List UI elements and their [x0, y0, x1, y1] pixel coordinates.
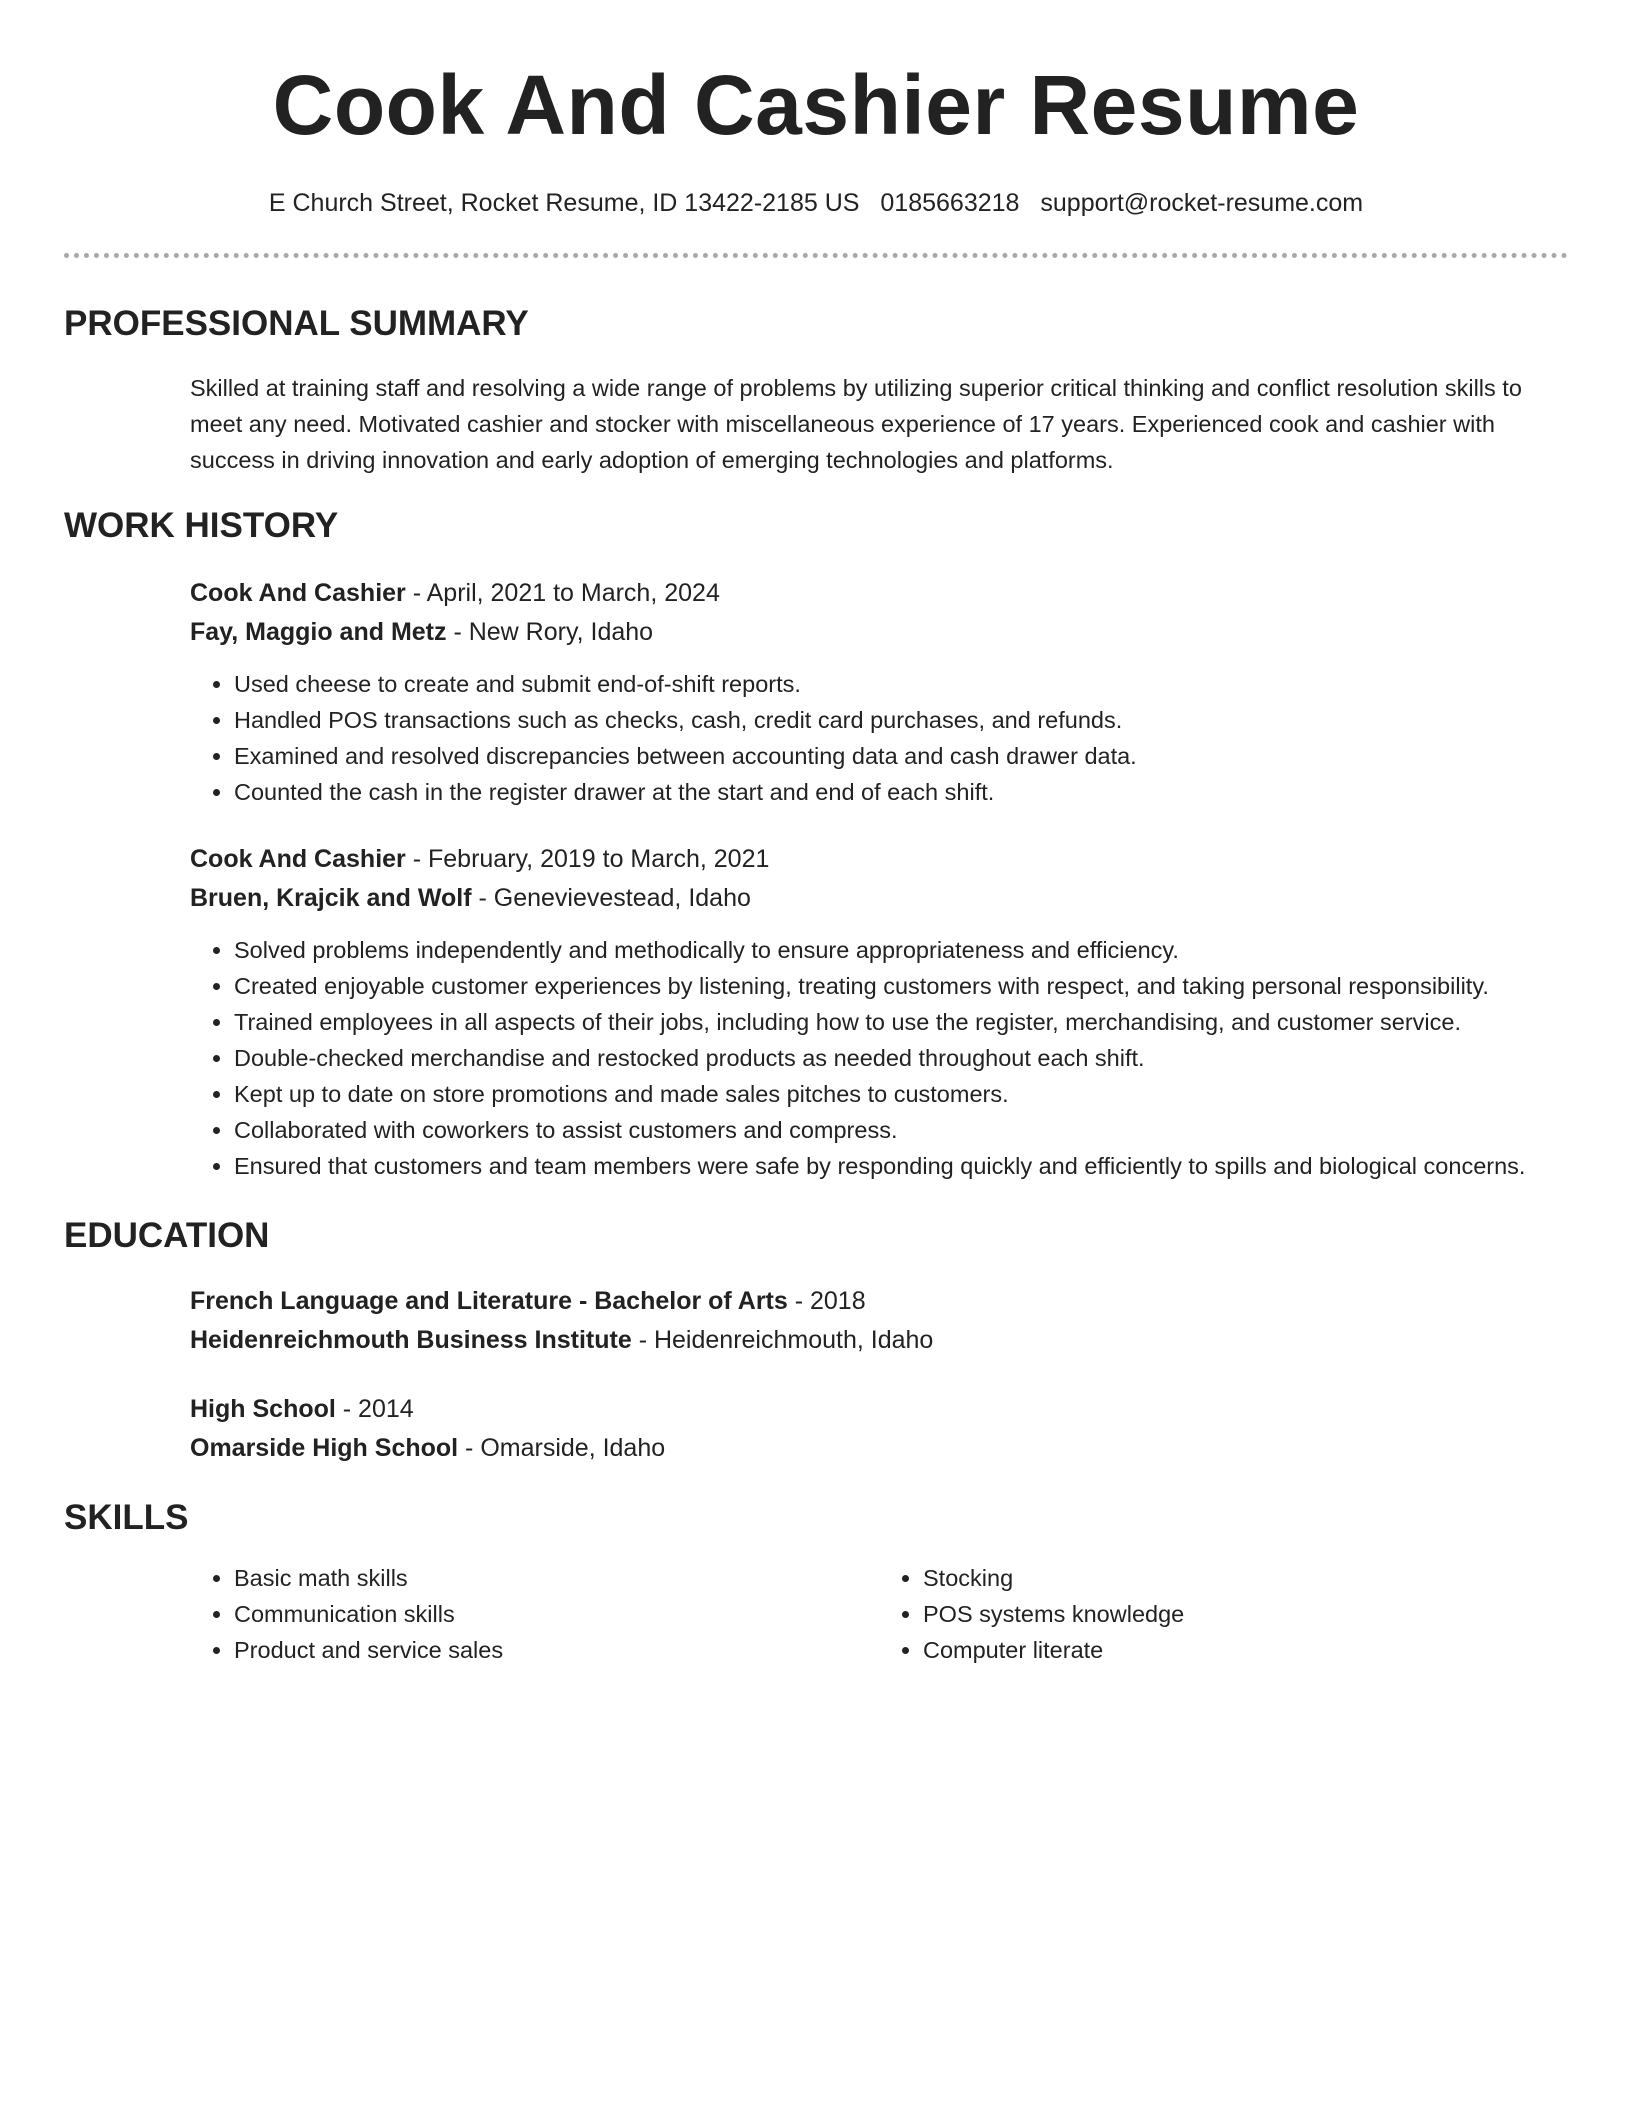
skills-column-right: [879, 1560, 1568, 1668]
education-degree: French Language and Literature - Bachelor of Arts: [190, 1287, 788, 1315]
header-divider: [64, 253, 1568, 258]
job-title: Cook And Cashier: [190, 845, 406, 873]
job-bullet: • Collaborated with coworkers to assist customers and compress.: [234, 1112, 1568, 1148]
skill-item: • Communication skills: [234, 1596, 879, 1632]
education-heading: EDUCATION: [64, 1216, 270, 1255]
job-bullet: • Examined and resolved discrepancies between accounting data and cash drawer data.: [234, 738, 1568, 774]
summary-heading: PROFESSIONAL SUMMARY: [64, 304, 529, 343]
job-location: - New Rory, Idaho: [446, 618, 654, 646]
education-list: [190, 1282, 1568, 1468]
resume-title: Cook And Cashier Resume: [272, 58, 1360, 152]
skill-item: • Basic math skills: [234, 1560, 879, 1596]
education-school-line: [190, 1429, 1568, 1468]
education-degree-line: [190, 1390, 1568, 1429]
skills-grid: [190, 1560, 1568, 1668]
job-company: Bruen, Krajcik and Wolf: [190, 884, 472, 912]
education-degree: High School: [190, 1395, 336, 1423]
job-entry: [190, 840, 1568, 1184]
contact-address: E Church Street, Rocket Resume, ID 13422-2185 US: [268, 189, 860, 217]
education-year: - 2018: [787, 1287, 866, 1315]
job-bullets: [190, 666, 1568, 810]
job-bullet: • Kept up to date on store promotions and made sales pitches to customers.: [234, 1076, 1568, 1112]
education-degree-line: [190, 1282, 1568, 1321]
job-dates: - February, 2019 to March, 2021: [405, 845, 770, 873]
work-list: [190, 574, 1568, 1184]
job-bullet: • Solved problems independently and methodically to ensure appropriateness and efficiency.: [234, 932, 1568, 968]
skill-item: • Product and service sales: [234, 1632, 879, 1668]
job-bullet: • Created enjoyable customer experiences by listening, treating customers with respect, and taking personal responsibility.: [234, 968, 1568, 1004]
job-dates: - April, 2021 to March, 2024: [405, 579, 720, 607]
job-bullet: • Used cheese to create and submit end-of-shift reports.: [234, 666, 1568, 702]
summary-text: Skilled at training staff and resolving a wide range of problems by utilizing superior critical thinking and conflict resolution skills to meet any need. Motivated cashier and stocker with miscellaneous experience of 17 years. Experienced cook and cashier with success in driving innovation and early adoption of emerging technologies and platforms.: [190, 375, 1522, 473]
job-company: Fay, Maggio and Metz: [190, 618, 447, 646]
job-entry: [190, 574, 1568, 810]
job-title: Cook And Cashier: [190, 579, 406, 607]
education-school: Heidenreichmouth Business Institute: [190, 1326, 632, 1354]
job-location: - Genevievestead, Idaho: [471, 884, 751, 912]
skill-item: • Stocking: [923, 1560, 1568, 1596]
skills-column-left: [190, 1560, 879, 1668]
education-entry: [190, 1390, 1568, 1468]
job-bullet: • Counted the cash in the register drawer at the start and end of each shift.: [234, 774, 1568, 810]
job-bullets: [190, 932, 1568, 1184]
job-bullet: • Ensured that customers and team members were safe by responding quickly and efficiently to spills and biological concerns.: [234, 1148, 1568, 1184]
job-title-line: [190, 574, 1568, 613]
skill-item: • Computer literate: [923, 1632, 1568, 1668]
work-heading: WORK HISTORY: [64, 506, 339, 545]
education-year: - 2014: [335, 1395, 414, 1423]
education-entry: [190, 1282, 1568, 1360]
job-title-line: [190, 840, 1568, 879]
education-location: - Heidenreichmouth, Idaho: [631, 1326, 934, 1354]
job-company-line: [190, 613, 1568, 652]
job-company-line: [190, 879, 1568, 918]
skill-item: • POS systems knowledge: [923, 1596, 1568, 1632]
job-bullet: • Handled POS transactions such as checks, cash, credit card purchases, and refunds.: [234, 702, 1568, 738]
contact-email: support@rocket-resume.com: [1040, 189, 1364, 217]
job-bullet: • Trained employees in all aspects of their jobs, including how to use the register, merchandising, and customer service.: [234, 1004, 1568, 1040]
job-bullet: • Double-checked merchandise and restocked products as needed throughout each shift.: [234, 1040, 1568, 1076]
education-school-line: [190, 1321, 1568, 1360]
education-location: - Omarside, Idaho: [458, 1434, 666, 1462]
education-school: Omarside High School: [190, 1434, 459, 1462]
contact-phone: 0185663218: [880, 189, 1020, 217]
skills-heading: SKILLS: [64, 1498, 189, 1537]
contact-line: [64, 187, 1568, 219]
